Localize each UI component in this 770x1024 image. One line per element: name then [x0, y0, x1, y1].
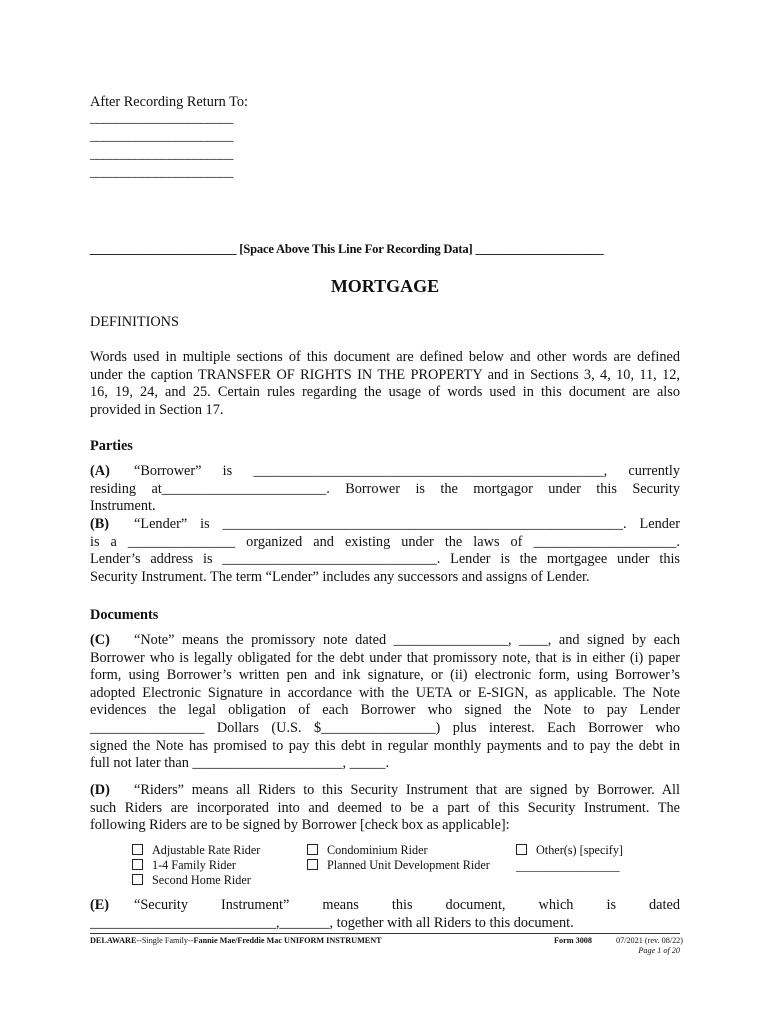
rider-other-specify-field[interactable]: _________________ [516, 859, 620, 873]
note-line: Borrower who is legally obligated for the debt under that promissory note, that is in either (i) paper [90, 649, 680, 666]
note-line: adopted Electronic Signature in accordance with the UETA or E-SIGN, as applicable. The Note [90, 684, 680, 701]
rider-adjustable-rate[interactable] [132, 843, 260, 858]
intro-line: 16, 19, 24, and 25. Certain rules regarding the usage of words used in this document are also [90, 384, 680, 401]
riders-line: such Riders are incorporated into and deemed to be a part of this Security Instrument. The [90, 799, 680, 816]
parties-heading: Parties [90, 438, 133, 454]
return-address-line[interactable]: ______________________ [90, 147, 233, 162]
definition-label: (A) [90, 463, 110, 479]
note-line: evidences the legal obligation of each Borrower who signed the Note to pay Lender [90, 702, 680, 719]
return-address-line[interactable]: ______________________ [90, 165, 233, 180]
rider-label: 1-4 Family Rider [152, 858, 236, 872]
footer-divider [90, 933, 680, 934]
note-line[interactable]: “Note” means the promissory note dated ________________, ____, and signed by each [134, 632, 680, 648]
return-address-line[interactable]: ______________________ [90, 129, 233, 144]
rider-second-home[interactable] [132, 873, 251, 888]
footer-form-date: 07/2021 (rev. 08/22) [616, 936, 684, 945]
rider-label: Planned Unit Development Rider [327, 858, 490, 872]
lender-line[interactable]: “Lender” is ________________________________________________________. Lender [134, 516, 680, 532]
checkbox[interactable] [132, 859, 143, 870]
borrower-line[interactable]: “Borrower” is _________________________________________________, currently [134, 463, 680, 479]
footer-form-number: Form 3008 [554, 936, 592, 945]
security-instrument-line: “Security Instrument” means this document, which is dated [134, 897, 680, 913]
checkbox[interactable] [307, 859, 318, 870]
footer-page-number: Page 1 of 20 [638, 946, 680, 955]
intro-line: provided in Section 17. [90, 401, 224, 418]
rider-other[interactable] [516, 843, 623, 858]
footer-description: --Single Family-- [136, 936, 194, 945]
definition-label: (E) [90, 897, 110, 913]
lender-line: Security Instrument. The term “Lender” includes any successors and assigns of Lender. [90, 568, 590, 585]
checkbox[interactable] [132, 874, 143, 885]
borrower-line[interactable]: residing at_______________________. Borrower is the mortgagor under this Security [90, 480, 680, 497]
note-line: signed the Note has promised to pay this debt in regular monthly payments and to pay the debt in [90, 737, 680, 754]
definitions-heading: DEFINITIONS [90, 314, 179, 330]
definition-riders [90, 782, 680, 835]
documents-heading: Documents [90, 607, 159, 623]
lender-line[interactable]: Lender’s address is ______________________________. Lender is the mortgagee under this [90, 551, 680, 568]
rider-label: Second Home Rider [152, 873, 251, 887]
definition-note [90, 632, 680, 773]
checkbox[interactable] [132, 844, 143, 855]
intro-line: under the caption TRANSFER OF RIGHTS IN THE PROPERTY and in Sections 3, 4, 10, 11, 12, [90, 366, 680, 383]
after-recording-label: After Recording Return To: [90, 94, 248, 110]
rider-label: Condominium Rider [327, 843, 428, 857]
footer-form-identity [90, 936, 382, 946]
rider-label: Adjustable Rate Rider [152, 843, 261, 857]
lender-line[interactable]: is a _______________ organized and existing under the laws of ____________________. [90, 533, 680, 550]
riders-line: “Riders” means all Riders to this Security Instrument that are signed by Borrower. All [134, 782, 680, 798]
borrower-line: Instrument. [90, 498, 156, 515]
checkbox[interactable] [307, 844, 318, 855]
intro-line: Words used in multiple sections of this document are defined below and other words are defined [90, 349, 680, 365]
checkbox[interactable] [516, 844, 527, 855]
document-title: MORTGAGE [330, 276, 440, 296]
definition-label: (B) [90, 516, 110, 532]
definition-security-instrument [90, 897, 680, 932]
return-address-line[interactable]: ______________________ [90, 111, 233, 126]
definitions-intro [90, 349, 680, 419]
note-line: form, using Borrower’s written pen and ink signature, or (ii) electronic form, using Borrower’s [90, 667, 680, 684]
rider-condominium[interactable] [307, 843, 428, 858]
definition-borrower [90, 463, 680, 516]
footer-entity: Fannie Mae/Freddie Mac UNIFORM INSTRUMENT [193, 936, 382, 945]
rider-planned-unit-development[interactable] [307, 858, 490, 873]
footer-state: DELAWARE [90, 936, 137, 945]
security-instrument-line[interactable]: __________________________,_______, together with all Riders to this document. [90, 914, 574, 931]
space-above-line-notice: ________________________ [Space Above This Line For Recording Data] _____________________ [90, 242, 604, 256]
definition-label: (D) [90, 782, 110, 798]
definition-label: (C) [90, 632, 110, 648]
definition-lender [90, 516, 680, 586]
rider-label: Other(s) [specify] [536, 843, 623, 857]
note-line[interactable]: full not later than _____________________, _____. [90, 755, 390, 772]
riders-line: following Riders are to be signed by Borrower [check box as applicable]: [90, 817, 510, 834]
rider-1-4-family[interactable] [132, 858, 236, 873]
note-line[interactable]: ________________ Dollars (U.S. $________________) plus interest. Each Borrower who [90, 719, 680, 736]
